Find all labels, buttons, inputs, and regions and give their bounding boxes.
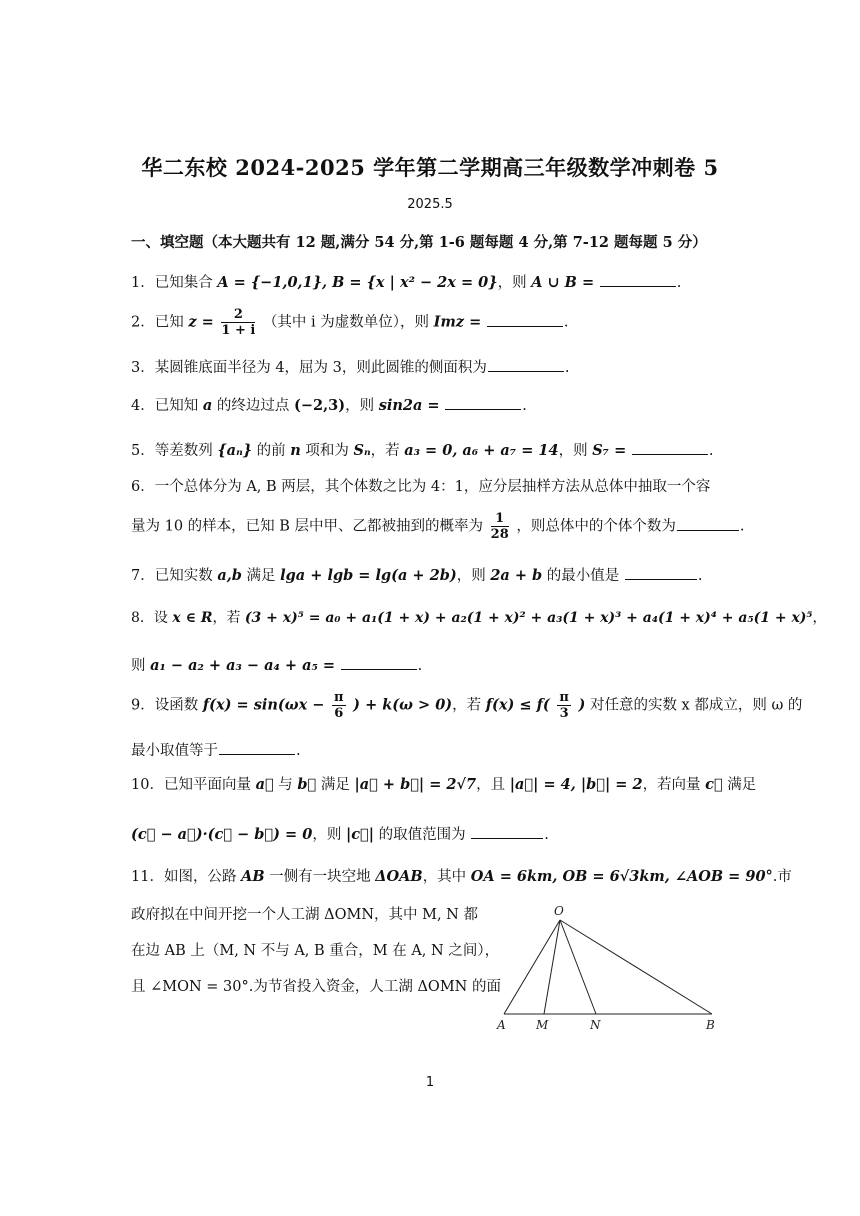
answer-blank [219, 740, 295, 755]
page-number: 1 [425, 1075, 435, 1090]
question-11-line-3: 在边 AB 上（M, N 不与 A, B 重合，M 在 A, N 之间）， [131, 943, 500, 959]
section-heading: 一、填空题（本大题共有 12 题,满分 54 分,第 1-6 题每题 4 分,第 7-12 题每题 5 分） [131, 234, 707, 251]
answer-blank [625, 565, 697, 580]
question-11-line-1: 11．如图，公路 AB 一侧有一块空地 ΔOAB，其中 OA = 6km, OB = 6√3km, ∠AOB = 90°.市 [131, 868, 792, 885]
exam-date: 2025.5 [407, 197, 453, 212]
fraction: $\frac{\pi}{6}$ [334, 690, 344, 721]
question-6-line-2: 量为 10 的样本，已知 B 层中甲、乙都被抽到的概率为 $\frac{1}{28}$ ，则总体中的个体个数为 . [131, 511, 745, 542]
question-1: 1．已知集合 A = {−1,0,1}, B = {x | x² − 2x = 0}，则 A ∪ B = . [131, 274, 682, 291]
segment-ob [560, 920, 712, 1014]
question-7: 7．已知实数 a,b 满足 lga + lgb = lg(a + 2b)，则 2a + b 的最小值是 . [131, 567, 703, 584]
answer-blank [445, 395, 521, 410]
question-9-line-1: 9．设函数 f(x) = sin(ωx − $\frac{\pi}{6}$ ) + k(ω > 0)，若 f(x) ≤ f( $\frac{\pi}{3}$ ) 对任意的实数 x 都成立，则 ω 的 [131, 690, 803, 721]
question-11-line-4: 且 ∠MON = 30°.为节省投入资金，人工湖 ΔOMN 的面 [131, 979, 501, 995]
answer-blank [632, 440, 708, 455]
fraction: $\frac{\pi}{3}$ [559, 690, 569, 721]
label-o: O [554, 904, 564, 918]
segment-on [560, 920, 596, 1014]
label-n: N [590, 1018, 601, 1032]
answer-blank [341, 655, 417, 670]
triangle-figure [492, 903, 732, 1033]
question-6-line-1: 6．一个总体分为 A, B 两层，其个体数之比为 4：1，应分层抽样方法从总体中抽取一个容 [131, 479, 711, 495]
label-a: A [497, 1018, 506, 1032]
question-10-line-1: 10．已知平面向量 a⃗ 与 b⃗ 满足 |a⃗ + b⃗| = 2√7，且 |a⃗| = 4, |b⃗| = 2，若向量 c⃗ 满足 [131, 776, 757, 793]
question-2: 2．已知 z = $\frac{2}{1 + i}$ （其中 i 为虚数单位），则 Imz = . [131, 307, 569, 338]
fraction: $\frac{2}{1 + i}$ [221, 307, 256, 338]
question-4: 4．已知知 a 的终边过点 (−2,3)，则 sin2a = . [131, 397, 527, 414]
question-9-line-2: 最小取值等于 . [131, 740, 301, 759]
label-m: M [536, 1018, 549, 1032]
answer-blank [600, 272, 676, 287]
answer-blank [677, 516, 739, 531]
answer-blank [487, 312, 563, 327]
question-8-line-2: 则 a₁ − a₂ + a₃ − a₄ + a₅ = . [131, 657, 423, 674]
question-3: 3．某圆锥底面半径为 4，屈为 3，则此圆锥的侧面积为 . [131, 357, 570, 376]
fraction: $\frac{1}{28}$ [490, 511, 509, 542]
answer-blank [471, 824, 543, 839]
question-8-line-1: 8．设 x ∈ R，若 (3 + x)⁵ = a₀ + a₁(1 + x) + a₂(1 + x)² + a₃(1 + x)³ + a₄(1 + x)⁴ + a₅(1 + x)⁵， [131, 610, 827, 626]
page-title: 华二东校 2024-2025 学年第二学期高三年级数学冲刺卷 5 [141, 155, 719, 180]
answer-blank [488, 357, 564, 372]
question-10-line-2: (c⃗ − a⃗)·(c⃗ − b⃗) = 0，则 |c⃗| 的取值范围为 . [131, 826, 549, 843]
question-11-line-2: 政府拟在中间开挖一个人工湖 ΔOMN，其中 M, N 都 [131, 907, 478, 923]
question-5: 5．等差数列 {aₙ} 的前 n 项和为 Sₙ，若 a₃ = 0, a₆ + a₇ = 14，则 S₇ = . [131, 442, 714, 459]
label-b: B [706, 1018, 715, 1032]
